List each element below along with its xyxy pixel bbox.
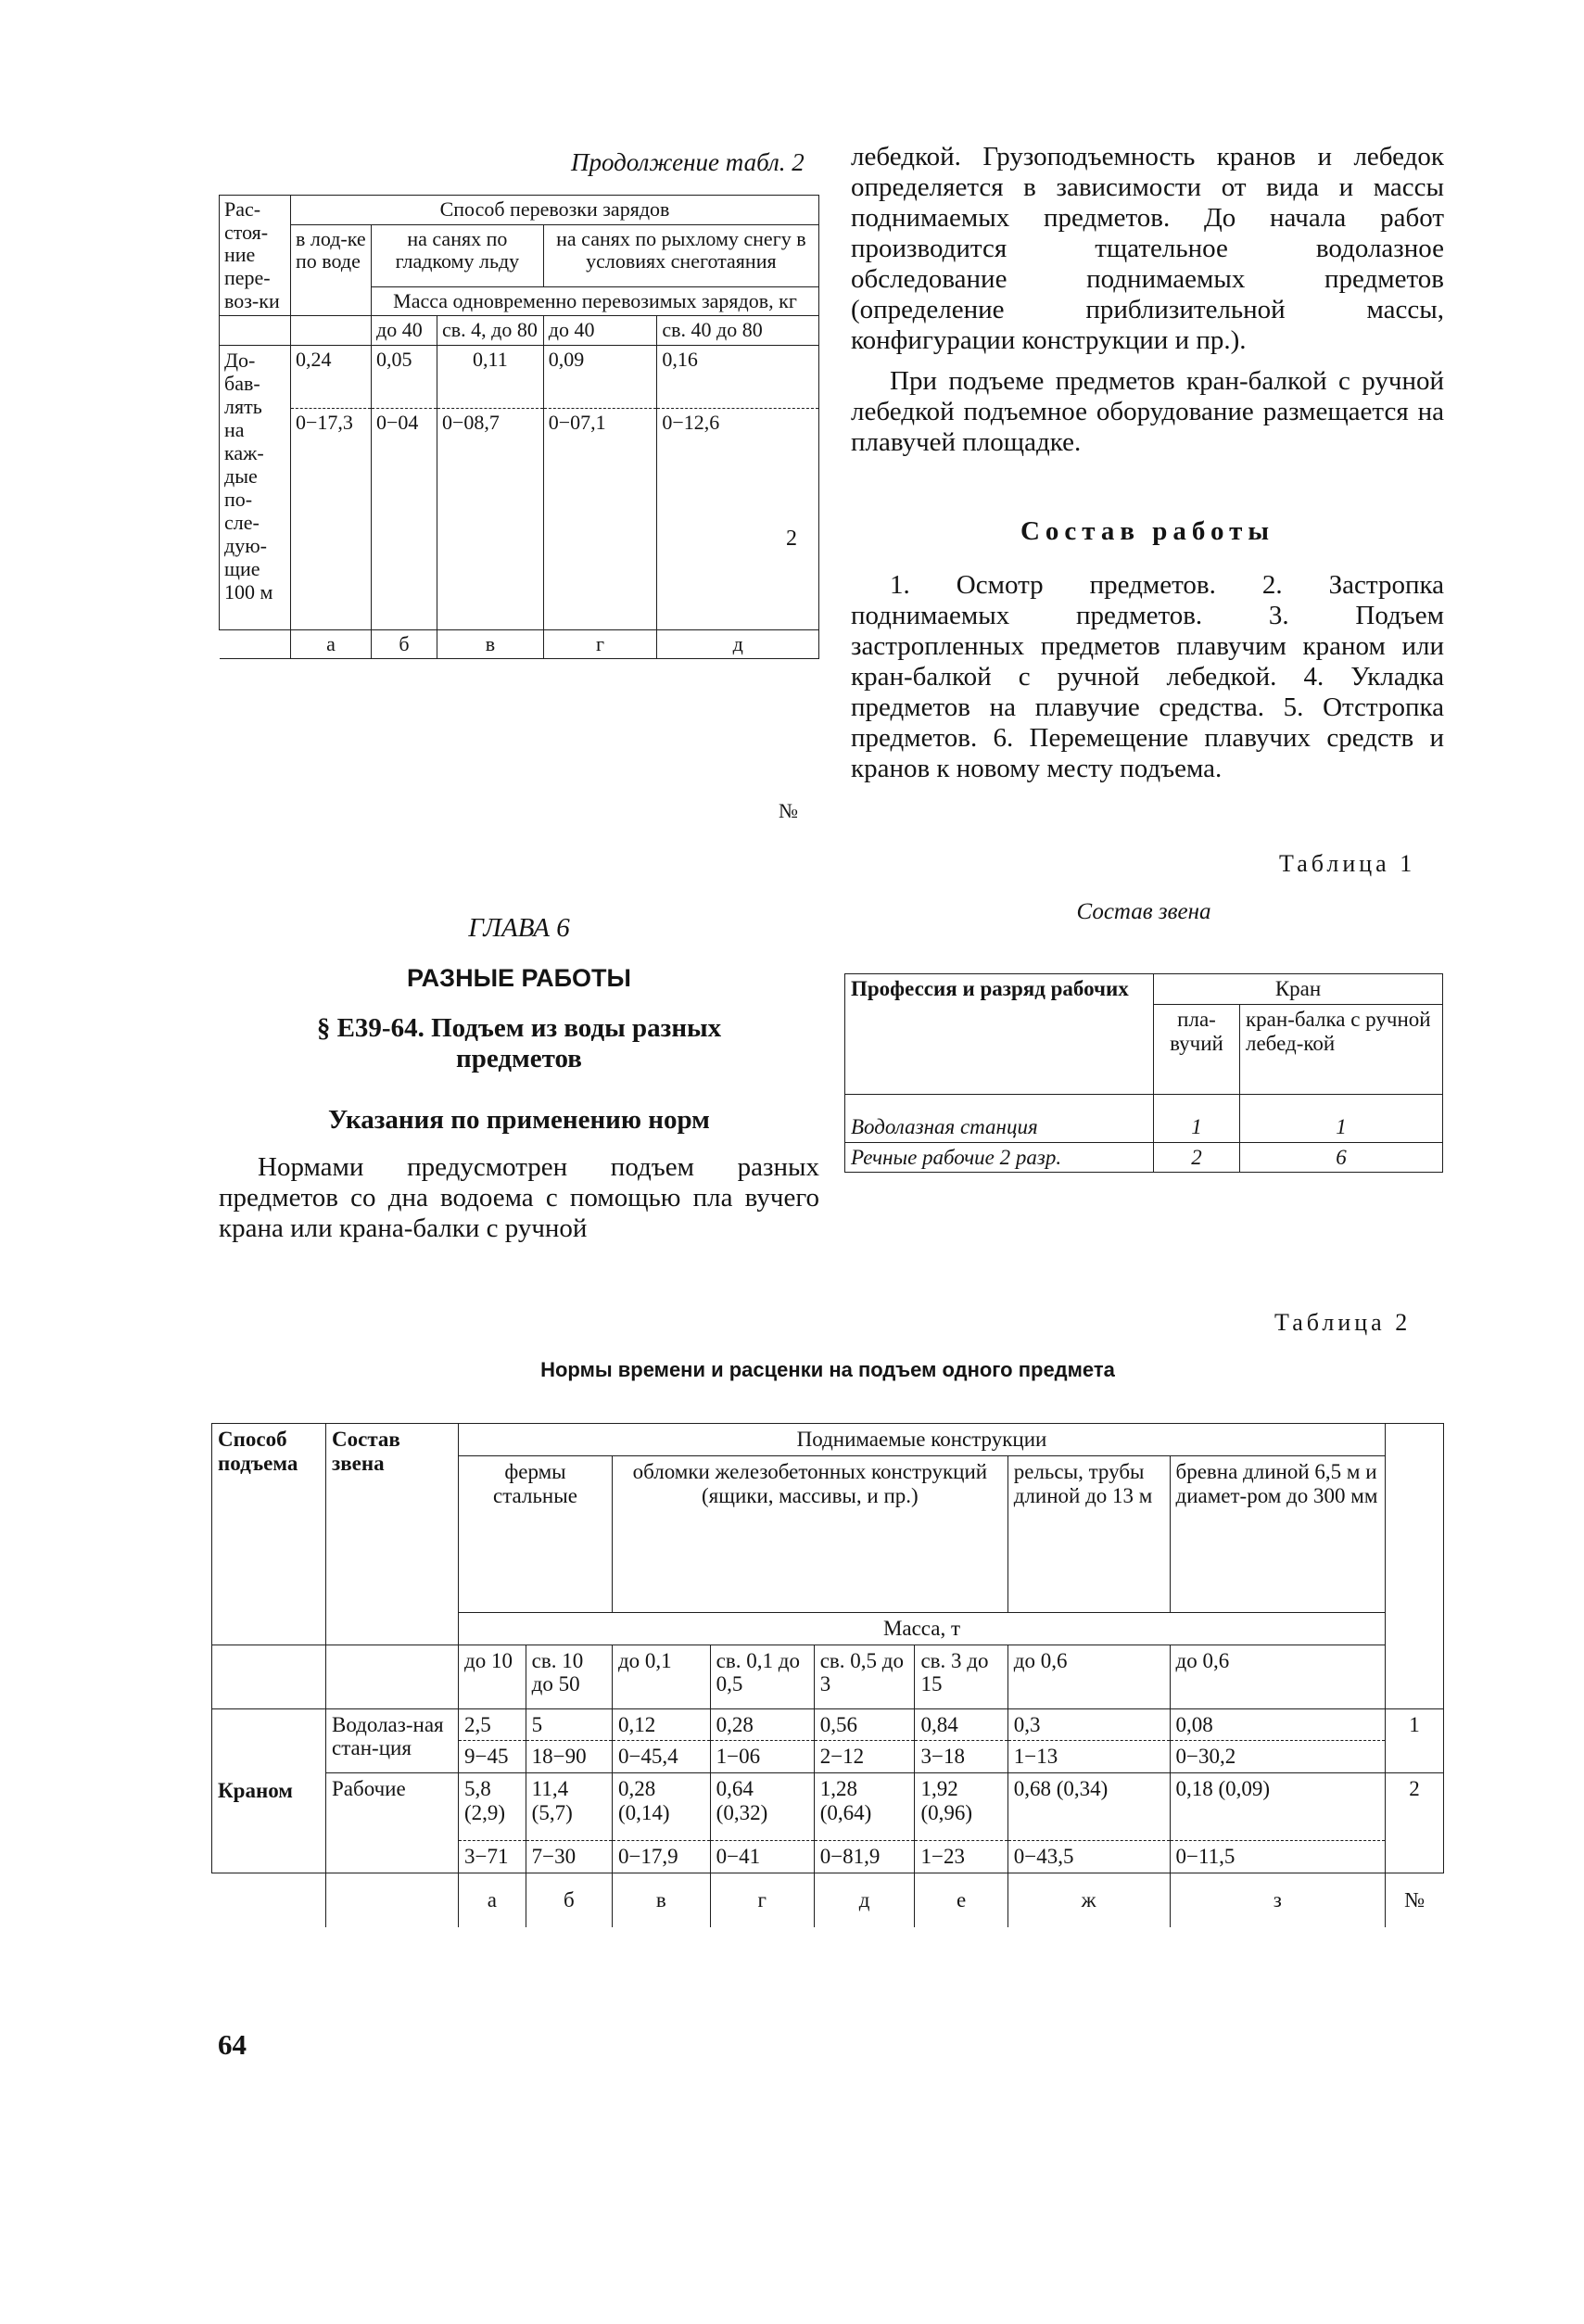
value-cell: 0−07,1 [543,408,657,629]
mass-header: Масса, т [459,1612,1386,1645]
rate-value: 1−23 [915,1841,1007,1873]
crew-name: Водолаз-ная стан-ция [326,1708,459,1773]
rails-header: рельсы, трубы длиной до 13 м [1007,1455,1170,1612]
value-cell: 0,16 [657,345,819,408]
composition-heading: Состав работы [1020,516,1275,546]
sled-ice-header: на санях по гладкому льду [372,224,544,286]
norm-value: 11,4 (5,7) [526,1773,612,1841]
rate-value: 0−41 [710,1841,814,1873]
norm-value: 5,8 (2,9) [459,1773,526,1841]
column-letter: ж [1007,1873,1170,1927]
rate-value: 0−81,9 [814,1841,915,1873]
logs-header: бревна длиной 6,5 м и диамет-ром до 300 мм [1170,1455,1386,1612]
row-number: 1 [1386,1708,1444,1773]
crew-table [844,973,1443,1173]
value-cell: 0−04 [372,408,437,629]
crew-row-name: Водолазная станция [845,1094,1154,1142]
rate-value: 0−43,5 [1007,1841,1170,1873]
column-letter: з [1170,1873,1386,1927]
column-letter: в [437,629,544,659]
column-letter: № [1386,1873,1444,1927]
column-letter: б [372,629,437,659]
norm-value: 0,64 (0,32) [710,1773,814,1841]
crew-row-name: Речные рабочие 2 разр. [845,1142,1154,1173]
norm-value: 0,28 [710,1708,814,1741]
lifted-header: Поднимаемые конструкции [459,1424,1386,1456]
column-letter: е [915,1873,1007,1927]
value-cell: 0−12,6 [657,408,819,629]
mass-col: св. 4, до 80 [437,316,544,346]
method-value: Краном [212,1708,326,1873]
column-letter: № [779,799,798,822]
floating-crane-header: пла-вучий [1154,1004,1240,1094]
value-cell: 0,09 [543,345,657,408]
column-letter: б [526,1873,612,1927]
norm-value: 2,5 [459,1708,526,1741]
value-cell: 0−08,7 [437,408,544,629]
rate-value: 3−71 [459,1841,526,1873]
paragraph-lifting: лебедкой. Грузоподъемность кранов и лебедок определяется в зависимости от вида и массы поднимаемых предметов. До начала работ производится тщательное водолазное обследование поднимаемых предметов (определение приблизительной массы, конфигурации конструкции и пр.). [851,142,1444,355]
mass-col: св. 3 до 15 [915,1645,1007,1708]
sled-snow-header: на санях по рыхлому снегу в условиях снеготаяния [543,224,818,286]
table-continuation-caption: Продолжение табл. 2 [571,148,805,176]
method-header: Способ перевозки зарядов [291,196,819,225]
mass-col: св. 0,5 до 3 [814,1645,915,1708]
distance-header: Рас-стоя-ние пере-воз-ки [220,196,291,316]
column-letter: а [291,629,372,659]
mass-col: до 0,6 [1007,1645,1170,1708]
norm-value: 0,68 (0,34) [1007,1773,1170,1841]
rate-value: 1−13 [1007,1741,1170,1773]
rate-value: 3−18 [915,1741,1007,1773]
mass-col: св. 40 до 80 [657,316,819,346]
table1-caption: Состав звена [1076,899,1211,924]
trusses-header: фермы стальные [459,1455,613,1612]
crew-value: 1 [1240,1094,1443,1142]
column-letter: д [657,629,819,659]
norm-value: 0,12 [612,1708,710,1741]
norm-value: 0,3 [1007,1708,1170,1741]
instructions-heading: Указания по применению норм [328,1105,710,1135]
norm-value: 1,92 (0,96) [915,1773,1007,1841]
rate-value: 0−11,5 [1170,1841,1386,1873]
crew-name: Рабочие [326,1773,459,1873]
debris-header: обломки железобетонных конструкций (ящики, массивы, и пр.) [612,1455,1007,1612]
mass-col: св. 0,1 до 0,5 [710,1645,814,1708]
value-cell: 0,11 [437,345,544,408]
chapter-title: РАЗНЫЕ РАБОТЫ [407,964,631,992]
intro-paragraph: Нормами предусмотрен подъем разных предметов со дна водоема с помощью пла вучего крана или крана-балки с ручной [219,1152,819,1243]
rate-value: 0−30,2 [1170,1741,1386,1773]
rate-value: 0−45,4 [612,1741,710,1773]
profession-header: Профессия и разряд рабочих [845,974,1154,1095]
row-number: 2 [786,527,797,551]
column-letter: г [543,629,657,659]
beam-crane-header: кран-балка с ручной лебед-кой [1240,1004,1443,1094]
continuation-table [219,195,819,659]
value-cell: 0,24 [291,345,372,408]
norm-value: 0,18 (0,09) [1170,1773,1386,1841]
column-letter: а [459,1873,526,1927]
mass-col: до 0,1 [612,1645,710,1708]
page-number: 64 [218,2028,247,2061]
method-header: Способ подъема [212,1424,326,1645]
rate-value: 18−90 [526,1741,612,1773]
norm-value: 1,28 (0,64) [814,1773,915,1841]
column-letter: в [612,1873,710,1927]
crew-value: 6 [1240,1142,1443,1173]
section-title: § Е39-64. Подъем из воды разных предметов [316,1013,722,1073]
rate-value: 1−06 [710,1741,814,1773]
norm-value: 0,56 [814,1708,915,1741]
norm-value: 0,08 [1170,1708,1386,1741]
column-letter: д [814,1873,915,1927]
row-label: До-бав-лять на каж-дые по-сле-дую-щие 100 м [220,345,291,629]
mass-col: до 0,6 [1170,1645,1386,1708]
mass-col: до 40 [543,316,657,346]
norm-value: 0,84 [915,1708,1007,1741]
crew-value: 1 [1154,1094,1240,1142]
rate-value: 9−45 [459,1741,526,1773]
crew-value: 2 [1154,1142,1240,1173]
rate-value: 0−17,9 [612,1841,710,1873]
norms-table [211,1423,1444,1927]
rate-value: 7−30 [526,1841,612,1873]
norm-value: 5 [526,1708,612,1741]
composition-text: 1. Осмотр предметов. 2. Застропка поднимаемых предметов. 3. Подъем застропленных предметов плавучим краном или кран-балкой с ручной лебедкой. 4. Укладка предметов на плавучие средства. 5. Отстропка предметов. 6. Перемещение плавучих средств и кранов к новому месту подъема. [851,570,1444,783]
norm-value: 0,28 (0,14) [612,1773,710,1841]
mass-col: до 40 [372,316,437,346]
row-number: 2 [1386,1773,1444,1873]
rate-value: 2−12 [814,1741,915,1773]
crew-header: Состав звена [326,1424,459,1645]
table2-caption: Нормы времени и расценки на подъем одного предмета [540,1358,1115,1381]
value-cell: 0−17,3 [291,408,372,629]
mass-col: св. 10 до 50 [526,1645,612,1708]
column-letter: г [710,1873,814,1927]
crane-header: Кран [1154,974,1443,1005]
table1-label: Таблица 1 [1279,850,1416,877]
value-cell: 0,05 [372,345,437,408]
paragraph-beam: При подъеме предметов кран-балкой с ручной лебедкой подъемное оборудование размещается на плавучей площадке. [851,366,1444,457]
mass-header: Масса одновременно перевозимых зарядов, кг [372,286,819,316]
boat-header: в лод-ке по воде [291,224,372,316]
chapter-label: ГЛАВА 6 [468,913,570,943]
table2-label: Таблица 2 [1274,1309,1412,1336]
mass-col: до 10 [459,1645,526,1708]
